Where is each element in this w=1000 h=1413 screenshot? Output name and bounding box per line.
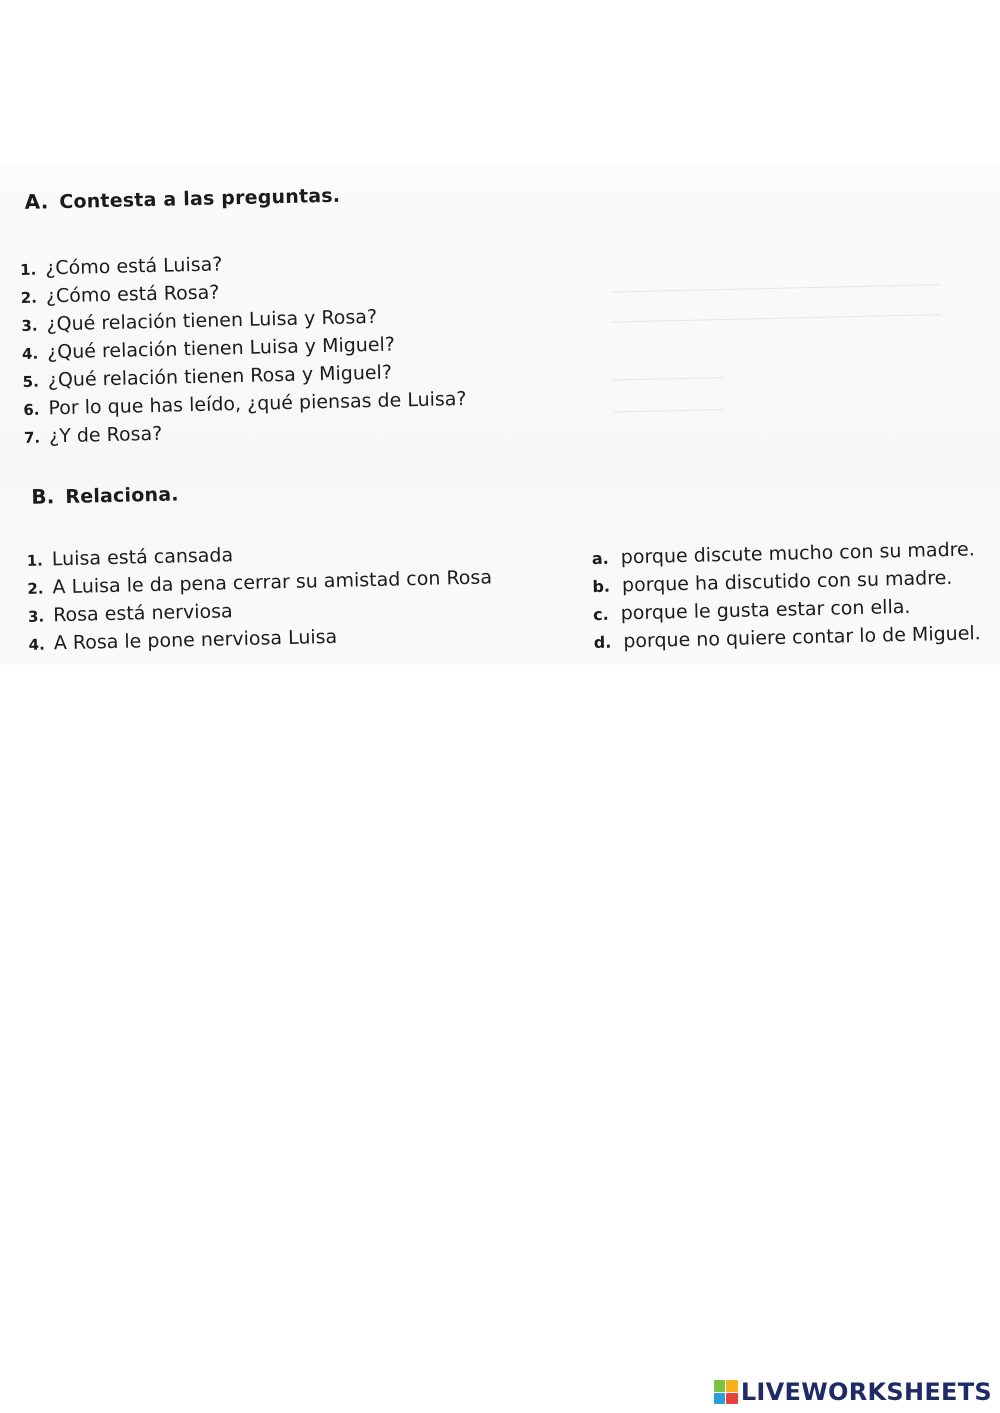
scan-artifact bbox=[611, 284, 941, 292]
match-right-a bbox=[592, 538, 975, 570]
logo-square-yellow bbox=[726, 1380, 738, 1392]
question-1 bbox=[20, 253, 223, 281]
question-text: Por lo que has leído, ¿qué piensas de Luisa? bbox=[48, 387, 467, 420]
section-b-title: Relaciona. bbox=[65, 483, 179, 509]
match-left-3 bbox=[28, 600, 233, 628]
question-text: ¿Qué relación tienen Rosa y Miguel? bbox=[47, 361, 393, 392]
question-6 bbox=[23, 388, 467, 421]
question-number: 3. bbox=[21, 316, 38, 335]
match-text: Rosa está nerviosa bbox=[52, 600, 233, 627]
question-7 bbox=[24, 423, 163, 449]
question-2 bbox=[21, 281, 220, 309]
question-number: 1. bbox=[19, 260, 37, 279]
logo-text: LIVEWORKSHEETS bbox=[740, 1378, 992, 1406]
question-number: 5. bbox=[22, 372, 40, 391]
question-5 bbox=[22, 362, 392, 393]
scan-artifact bbox=[613, 377, 723, 380]
section-b-letter: B. bbox=[31, 484, 55, 509]
match-text: porque no quiere contar lo de Miguel. bbox=[623, 622, 981, 653]
match-left-1 bbox=[26, 544, 233, 572]
match-text: A Luisa le da pena cerrar su amistad con Rosa bbox=[52, 566, 493, 599]
match-right-b bbox=[592, 567, 952, 598]
match-number: 4. bbox=[28, 635, 46, 654]
question-text: ¿Cómo está Rosa? bbox=[45, 281, 220, 308]
section-b-heading bbox=[31, 481, 179, 508]
question-number: 2. bbox=[20, 288, 38, 307]
logo-square-green bbox=[714, 1380, 726, 1392]
liveworksheets-logo[interactable] bbox=[714, 1379, 992, 1405]
question-text: ¿Y de Rosa? bbox=[48, 422, 163, 448]
scan-artifact bbox=[611, 314, 941, 322]
match-number: 3. bbox=[27, 607, 45, 626]
match-text: porque le gusta estar con ella. bbox=[620, 595, 911, 625]
match-letter: d. bbox=[593, 632, 612, 653]
section-a-letter: A. bbox=[24, 189, 49, 214]
match-letter: b. bbox=[592, 576, 611, 597]
match-letter: a. bbox=[591, 548, 609, 569]
logo-grid-icon bbox=[714, 1380, 738, 1404]
match-number: 2. bbox=[27, 579, 44, 598]
match-text: porque discute mucho con su madre. bbox=[620, 538, 975, 569]
logo-square-red bbox=[726, 1393, 738, 1405]
question-text: ¿Qué relación tienen Luisa y Rosa? bbox=[46, 305, 378, 336]
section-a-heading bbox=[24, 183, 340, 214]
scan-artifact bbox=[614, 409, 724, 412]
match-letter: c. bbox=[592, 604, 609, 625]
worksheet bbox=[18, 153, 1000, 655]
question-4 bbox=[22, 333, 395, 364]
match-right-c bbox=[593, 596, 911, 626]
question-number: 7. bbox=[23, 428, 41, 447]
question-number: 6. bbox=[23, 400, 40, 419]
section-a-title: Contesta a las preguntas. bbox=[59, 184, 341, 214]
question-text: ¿Cómo está Luisa? bbox=[45, 253, 223, 280]
match-text: porque ha discutido con su madre. bbox=[621, 566, 953, 597]
logo-square-blue bbox=[714, 1393, 726, 1405]
question-3 bbox=[21, 306, 377, 337]
match-text: Luisa está cansada bbox=[51, 544, 234, 571]
match-number: 1. bbox=[26, 551, 44, 570]
question-text: ¿Qué relación tienen Luisa y Miguel? bbox=[46, 333, 396, 364]
match-left-2 bbox=[27, 566, 492, 600]
question-number: 4. bbox=[21, 344, 39, 363]
match-text: A Rosa le pone nerviosa Luisa bbox=[53, 625, 338, 655]
